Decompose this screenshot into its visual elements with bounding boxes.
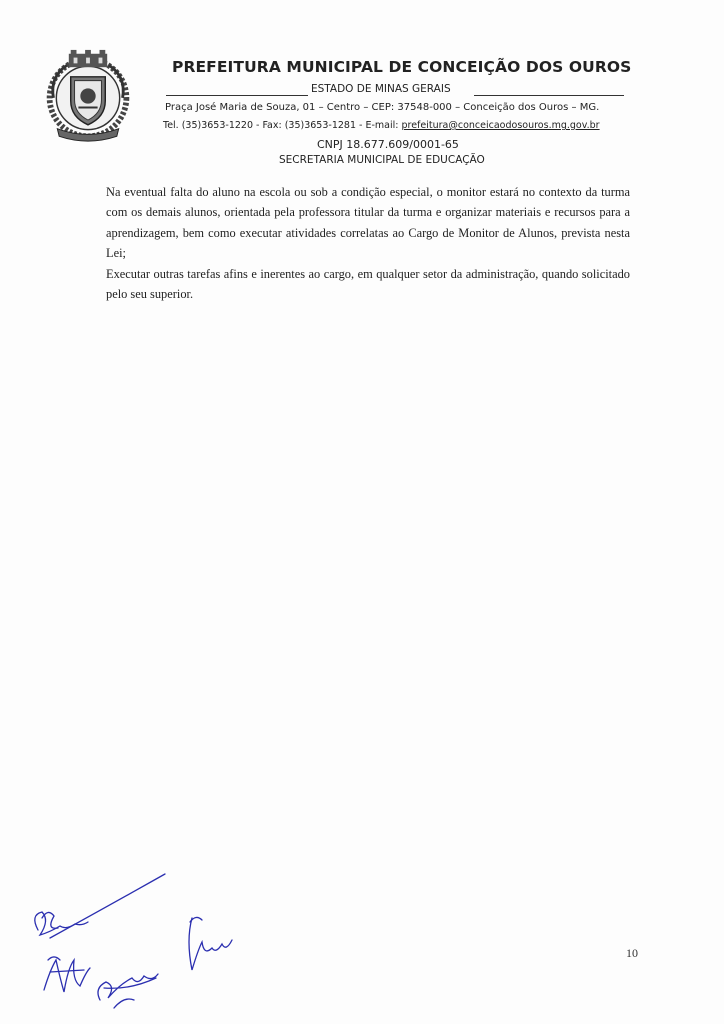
divider — [474, 95, 624, 96]
address: Praça José Maria de Souza, 01 – Centro – CEP: 37548-000 – Conceição dos Ouros – MG. — [165, 102, 600, 113]
signatures-icon — [20, 860, 270, 1020]
page-title: PREFEITURA MUNICIPAL DE CONCEIÇÃO DOS OUROS — [172, 58, 632, 76]
cnpj: CNPJ 18.677.609/0001-65 — [317, 138, 459, 151]
email-link[interactable]: prefeitura@conceicaodosouros.mg.gov.br — [401, 120, 600, 131]
coat-of-arms-icon — [40, 48, 136, 144]
body-paragraph: Executar outras tarefas afins e inerentes ao cargo, em qualquer setor da administração, quando solicitado pelo seu superior. — [106, 266, 630, 302]
state-name: ESTADO DE MINAS GERAIS — [311, 83, 451, 95]
divider — [166, 95, 308, 96]
page-number: 10 — [626, 946, 638, 960]
state-row — [166, 82, 626, 98]
department-name: SECRETARIA MUNICIPAL DE EDUCAÇÃO — [279, 154, 485, 166]
contact-phones: Tel. (35)3653-1220 - Fax: (35)3653-1281 - E-mail: — [163, 120, 402, 131]
body-paragraph: Na eventual falta do aluno na escola ou sob a condição especial, o monitor estará no contexto da turma com os demais alunos, orientada pela professora titular da turma e organizar materiais e recursos para a aprendizagem, bem como executar atividades correlatas ao Cargo de Monitor de Alunos, prevista nesta Lei; — [106, 185, 630, 261]
document-body — [106, 182, 630, 304]
contact-info — [163, 120, 600, 131]
